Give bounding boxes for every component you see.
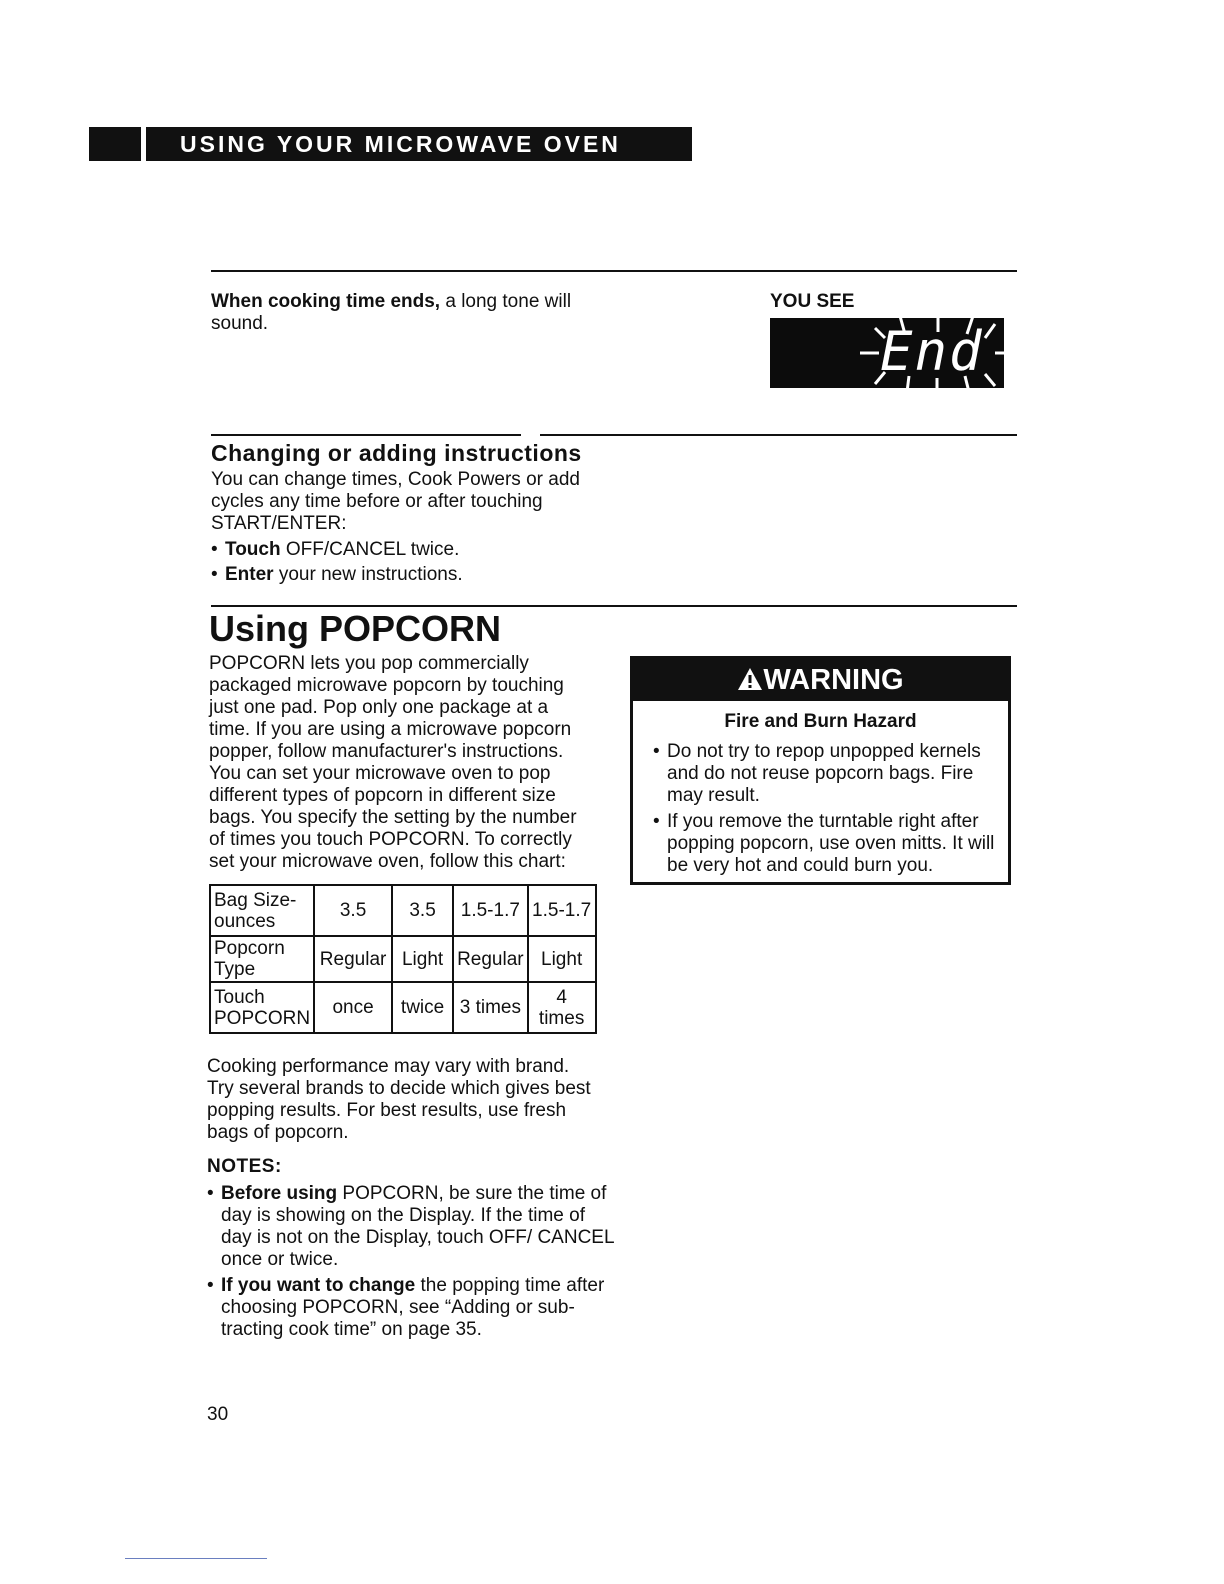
table-cell: once <box>314 982 392 1033</box>
changing-heading: Changing or adding instructions <box>211 440 582 466</box>
notes-heading: NOTES: <box>207 1156 282 1177</box>
header-block <box>89 127 141 161</box>
warning-box <box>630 656 1011 885</box>
list-item: • Before using POPCORN, be sure the time of day is showing on the Display. If the time of day is not on the Display, touch OFF/ CANCEL once or twice. <box>207 1183 617 1271</box>
warning-title: WARNING <box>763 664 904 696</box>
popcorn-intro: POPCORN lets you pop commercially packaged microwave popcorn by touching just one pad. Pop only one package at a time. If you are using a microwave popcorn popper, follow manufacturer's instructions. You can set your microwave oven to pop different types of popcorn in different size bags. You specify the setting by the number of times you touch POPCORN. To correctly set your microwave oven, follow this chart: <box>209 653 577 872</box>
table-row <box>210 885 596 936</box>
table-cell: twice <box>392 982 453 1033</box>
you-see-label: YOU SEE <box>770 291 855 312</box>
warning-title-bar <box>633 659 1008 701</box>
popcorn-heading: Using POPCORN <box>209 608 502 649</box>
list-item: • If you want to change the popping time after choosing POPCORN, see “Adding or sub-tracting cook time” on page 35. <box>207 1275 617 1341</box>
warning-bullet-list <box>653 741 998 877</box>
divider-rule <box>211 270 1017 272</box>
table-cell: 3 times <box>453 982 528 1033</box>
table-cell: Light <box>528 936 596 982</box>
table-cell: 1.5-1.7 <box>528 885 596 936</box>
table-row-label: Popcorn Type <box>210 936 314 982</box>
list-item: • Touch OFF/CANCEL twice. <box>211 539 611 561</box>
divider-rule-short <box>211 434 521 436</box>
table-cell: 4 times <box>528 982 596 1033</box>
list-item: • If you remove the turntable right after popping popcorn, use oven mitts. It will be very hot and could burn you. <box>653 811 998 877</box>
end-text-rest: a long tone will sound. <box>211 291 572 334</box>
changing-intro: You can change times, Cook Powers or add cycles any time before or after touching START/ENTER: <box>211 469 580 534</box>
footer-rule <box>125 1558 267 1559</box>
table-cell: 3.5 <box>314 885 392 936</box>
table-row <box>210 936 596 982</box>
end-text-bold: When cooking time ends, <box>211 291 441 312</box>
table-row <box>210 982 596 1033</box>
page-number: 30 <box>207 1404 229 1425</box>
table-cell: 3.5 <box>392 885 453 936</box>
list-item: • Do not try to repop unpopped kernels and do not reuse popcorn bags. Fire may result. <box>653 741 998 807</box>
table-row-label: Touch POPCORN <box>210 982 314 1033</box>
table-row-label: Bag Size- ounces <box>210 885 314 936</box>
table-cell: Regular <box>314 936 392 982</box>
list-item: • Enter your new instructions. <box>211 564 611 586</box>
section-header-title: USING YOUR MICROWAVE OVEN <box>180 131 621 157</box>
end-text <box>211 291 601 335</box>
table-cell: 1.5-1.7 <box>453 885 528 936</box>
popcorn-chart-table <box>209 884 597 1034</box>
notes-list <box>207 1183 617 1341</box>
warning-subtitle: Fire and Burn Hazard <box>724 711 917 732</box>
divider-rule <box>211 605 1017 607</box>
table-cell: Regular <box>453 936 528 982</box>
divider-rule-right <box>540 434 1017 436</box>
table-cell: Light <box>392 936 453 982</box>
performance-text: Cooking performance may vary with brand. Try several brands to decide which gives best popping results. For best results, use fresh bags of popcorn. <box>207 1056 591 1143</box>
changing-bullet-list <box>211 539 611 586</box>
warning-triangle-icon <box>737 667 763 691</box>
display-readout: End <box>880 320 984 383</box>
